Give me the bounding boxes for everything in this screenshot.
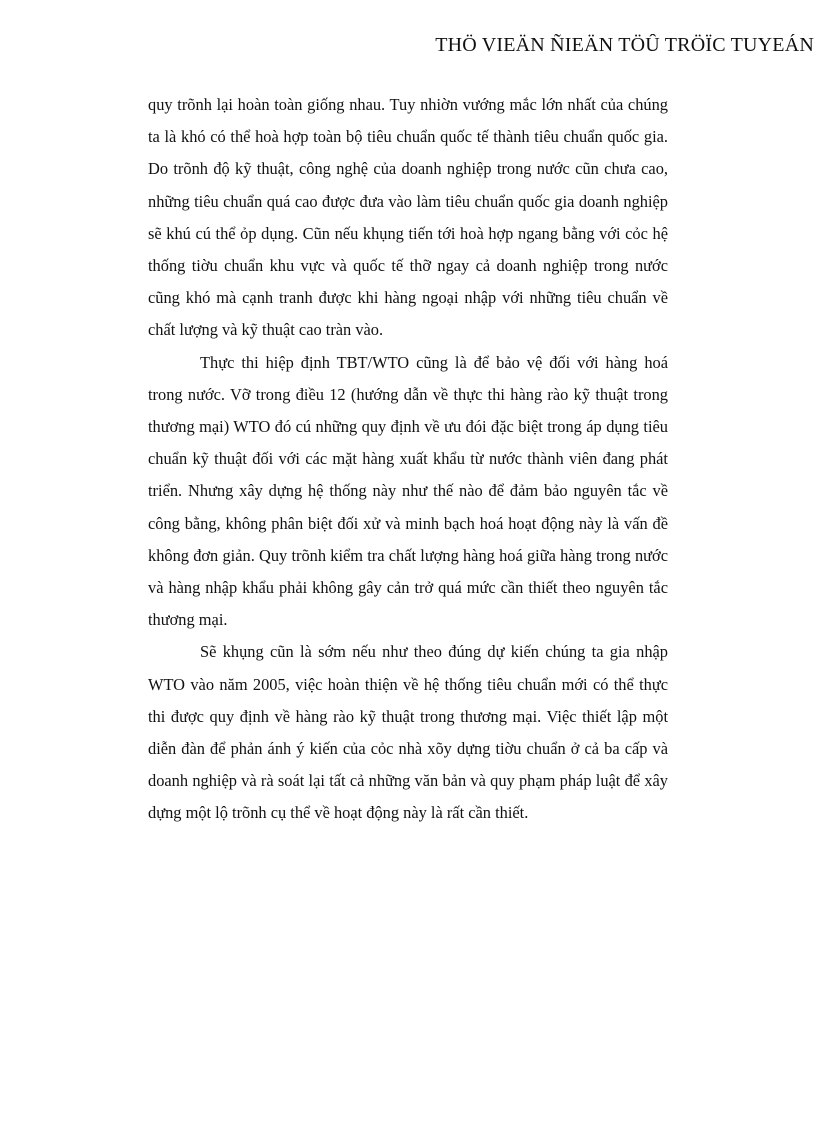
- document-body: [148, 89, 668, 830]
- paragraph-2: Thực thi hiệp định TBT/WTO cũng là để bảo vệ đối với hàng hoá trong nước. Vỡ trong điều 12 (hướng dẫn về thực thi hàng rào kỹ thuật trong thương mại) WTO đó cú những quy định về ưu đói đặc biệt trong áp dụng tiêu chuẩn kỹ thuật đối với các mặt hàng xuất khẩu từ nước thành viên đang phát triển. Nhưng xây dựng hệ thống này như thế nào để đảm bảo nguyên tắc về công bằng, không phân biệt đối xử và minh bạch hoá hoạt động này là vấn đề không đơn giản. Quy trõnh kiểm tra chất lượng hàng hoá giữa hàng trong nước và hàng nhập khẩu phải không gây cản trở quá mức cần thiết theo nguyên tắc thương mại.: [148, 352, 668, 630]
- page-header: THÖ VIEÄN ÑIEÄN TÖÛ TRÖÏC TUYEÁN: [435, 34, 814, 56]
- paragraph-1: quy trõnh lại hoàn toàn giống nhau. Tuy nhiờn vướng mắc lớn nhất của chúng ta là khó có thể hoà hợp toàn bộ tiêu chuẩn quốc tế thành tiêu chuẩn quốc gia. Do trõnh độ kỹ thuật, công nghệ của doanh nghiệp trong nước cũn chưa cao, những tiêu chuẩn quá cao được đưa vào làm tiêu chuẩn quốc gia doanh nghiệp sẽ khú cú thể ỏp dụng. Cũn nếu khụng tiến tới hoà hợp ngang bằng với cỏc hệ thống tiờu chuẩn khu vực và quốc tế thỡ ngay cả doanh nghiệp trong nước cũng khó mà cạnh tranh được khi hàng ngoại nhập với những tiêu chuẩn về chất lượng và kỹ thuật cao tràn vào.: [148, 95, 668, 340]
- paragraph-3: Sẽ khụng cũn là sớm nếu như theo đúng dự kiến chúng ta gia nhập WTO vào năm 2005, việc hoàn thiện về hệ thống tiêu chuẩn mới có thể thực thi được quy định về hàng rào kỹ thuật trong thương mại. Việc thiết lập một diễn đàn để phản ánh ý kiến của cỏc nhà xõy dựng tiờu chuẩn ở cả ba cấp và doanh nghiệp và rà soát lại tất cả những văn bản và quy phạm pháp luật để xây dựng một lộ trõnh cụ thể về hoạt động này là rất cần thiết.: [148, 642, 668, 823]
